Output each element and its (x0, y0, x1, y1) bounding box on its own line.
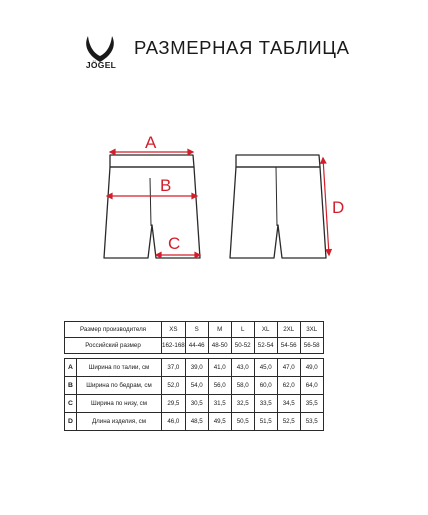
table-ru-row (65, 338, 324, 354)
ru-size: 162-168 (162, 338, 186, 354)
page-title: РАЗМЕРНАЯ ТАБЛИЦА (134, 37, 350, 58)
cell: 30,5 (185, 395, 208, 413)
row-label: Ширина по низу, см (77, 395, 162, 413)
size-2xl: 2XL (277, 322, 300, 338)
size-m: M (208, 322, 231, 338)
shorts-back (230, 155, 326, 258)
cell: 64,0 (300, 377, 323, 395)
row-label: Длина изделия, см (77, 413, 162, 431)
cell: 54,0 (185, 377, 208, 395)
cell: 29,5 (162, 395, 186, 413)
size-l: L (231, 322, 254, 338)
cell: 33,5 (254, 395, 277, 413)
ru-size: 50-52 (231, 338, 254, 354)
row-key: C (65, 395, 77, 413)
cell: 52,0 (162, 377, 186, 395)
size-s: S (185, 322, 208, 338)
measure-c (156, 253, 200, 258)
row-key: D (65, 413, 77, 431)
ru-size: 54-56 (277, 338, 300, 354)
cell: 43,0 (231, 359, 254, 377)
row-label: Ширина по талии, см (77, 359, 162, 377)
cell: 47,0 (277, 359, 300, 377)
cell: 53,5 (300, 413, 323, 431)
size-xl: XL (254, 322, 277, 338)
cell: 58,0 (231, 377, 254, 395)
cell: 35,5 (300, 395, 323, 413)
brand-logo-text: JÖGEL (85, 60, 117, 70)
cell: 31,5 (208, 395, 231, 413)
shorts-front (104, 155, 200, 258)
table-row (65, 395, 324, 413)
row-label: Ширина по бедрам, см (77, 377, 162, 395)
ru-size: 44-46 (185, 338, 208, 354)
label-d: D (332, 198, 345, 217)
cell: 41,0 (208, 359, 231, 377)
cell: 32,5 (231, 395, 254, 413)
cell: 39,0 (185, 359, 208, 377)
label-c: C (168, 234, 181, 253)
row-key: B (65, 377, 77, 395)
cell: 48,5 (185, 413, 208, 431)
size-table (64, 321, 324, 431)
table-header-row (65, 322, 324, 338)
label-b: B (160, 176, 172, 195)
label-a: A (145, 133, 157, 152)
measure-b (107, 194, 197, 199)
cell: 49,0 (300, 359, 323, 377)
cell: 50,5 (231, 413, 254, 431)
table-row (65, 413, 324, 431)
cell: 34,5 (277, 395, 300, 413)
cell: 37,0 (162, 359, 186, 377)
cell: 60,0 (254, 377, 277, 395)
row-key: A (65, 359, 77, 377)
table-row (65, 359, 324, 377)
size-xs: XS (162, 322, 186, 338)
cell: 46,0 (162, 413, 186, 431)
cell: 62,0 (277, 377, 300, 395)
ru-label: Российский размер (65, 338, 162, 354)
size-3xl: 3XL (300, 322, 323, 338)
cell: 56,0 (208, 377, 231, 395)
ru-size: 52-54 (254, 338, 277, 354)
ru-size: 56-58 (300, 338, 323, 354)
table-row (65, 377, 324, 395)
cell: 49,5 (208, 413, 231, 431)
cell: 51,5 (254, 413, 277, 431)
cell: 52,5 (277, 413, 300, 431)
header-label: Размер производителя (65, 322, 162, 338)
cell: 45,0 (254, 359, 277, 377)
ru-size: 48-50 (208, 338, 231, 354)
